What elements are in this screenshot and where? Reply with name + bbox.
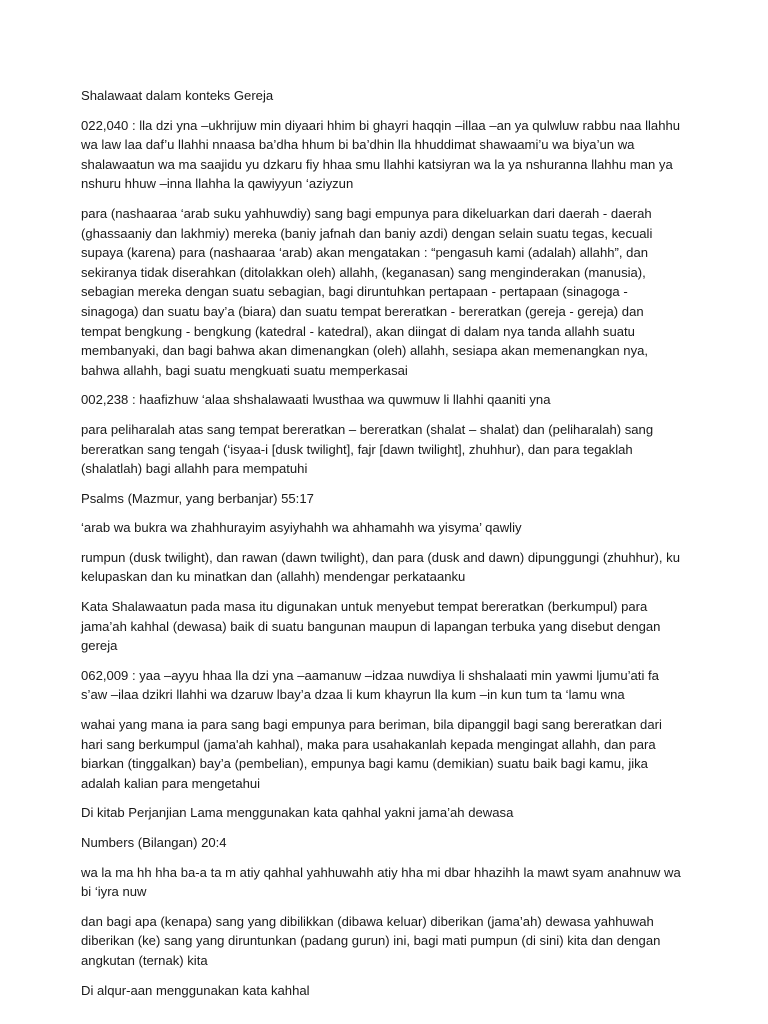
paragraph-quran-22-40: 022,040 : lla dzi yna –ukhrijuw min diyaari hhim bi ghayri haqqin –illaa –an ya qulwluw rabbu naa llahhu wa law laa daf’u llahhi nnaasa ba’dha hhum bi ba’dhin lla hhuddimat shawaami’u wa biya’un wa shalawaatun wa ma saajidu yu dzkaru fiy hhaa smu llahhi katsiyran wa la ya nshuranna llahhu man ya nshuru hhuw –inna llahha la qawiyyun ‘aziyzun — [81, 117, 681, 192]
document-title: Shalawaat dalam konteks Gereja — [81, 88, 274, 103]
paragraph-psalms-translation: rumpun (dusk twilight), dan rawan (dawn twilight), dan para (dusk and dawn) dipunggungi (zhuhhur), ku kelupaskan dan ku minatkan dan (allahh) mendengar perkataanku — [81, 549, 681, 585]
paragraph-quran-2-238: 002,238 : haafizhuw ‘alaa shshalawaati lwusthaa wa quwmuw li llahhi qaaniti yna — [81, 392, 551, 408]
document-page — [81, 86, 681, 1010]
paragraph-psalms-ref: Psalms (Mazmur, yang berbanjar) 55:17 — [81, 490, 314, 506]
paragraph-numbers-ref: Numbers (Bilangan) 20:4 — [81, 835, 227, 850]
paragraph-translation-22-40: para (nashaaraa ‘arab suku yahhuwdiy) sang bagi empunya para dikeluarkan dari daerah - daerah (ghassaaniy dan lakhmiy) mereka (baniy jafnah dan baniy azdi) dengan selain suatu tegas, kecuali supaya (karena) para (nashaaraa ‘arab) akan mengatakan : “pengasuh kami (adalah) allahh”, dan sekiranya tidak diserahkan (ditolakkan oleh) allahh, (keganasan) sang menginderakan (manusia), sebagian mereka dengan suatu sebagian, bagi diruntuhkan pertapaan - pertapaan (sinagoga - sinagoga) dan suatu bay’a (biara) dan suatu tempat bereratkan - bereratkan (gereja - gereja) dan tempat bengkung - bengkung (katedral - katedral), akan diingat di dalam nya tanda allahh suatu membanyaki, dan bagi bahwa akan dimenangkan (oleh) allahh, sesiapa akan memenangkan nya, bahwa allahh, bagi suatu mengkuati suatu memperkasai — [81, 205, 653, 378]
paragraph-shalawaatun-explanation: Kata Shalawaatun pada masa itu digunakan untuk menyebut tempat bereratkan (berkumpul) para jama’ah kahhal (dewasa) baik di suatu bangunan maupun di lapangan terbuka yang disebut dengan gereja — [81, 599, 661, 654]
paragraph-quran-62-9: 062,009 : yaa –ayyu hhaa lla dzi yna –aamanuw –idzaa nuwdiya li shshalaati min yawmi ljumu’ati fa s’aw –ilaa dzikri llahhi wa dzaruw lbay’a dzaa li kum khayrun lla kum –in kun tum ta ‘lamu wna — [81, 667, 659, 703]
paragraph-old-testament-note: Di kitab Perjanjian Lama menggunakan kata qahhal yakni jama’ah dewasa — [81, 805, 514, 821]
paragraph-numbers-translation: dan bagi apa (kenapa) sang yang dibilikkan (dibawa keluar) diberikan (jama’ah) dewasa yahhuwah diberikan (ke) sang yang diruntunkan (padang gurun) ini, bagi mati pumpun (di sini) kita dan dengan angkutan (ternak) kita — [81, 913, 661, 968]
paragraph-translation-2-238: para peliharalah atas sang tempat bereratkan – bereratkan (shalat – shalat) dan (peliharalah) sang bereratkan sang tengah (‘isyaa-i [dusk twilight], fajr [dawn twilight], zhuhhur), dan para tegaklah (shalatlah) bagi allahh para mempatuhi — [81, 421, 654, 477]
paragraph-translation-62-9: wahai yang mana ia para sang bagi empunya para beriman, bila dipanggil bagi sang bereratkan dari hari sang berkumpul (jama'ah kahhal), maka para usahakanlah kepada mengingat allahh, dan para biarkan (tinggalkan) bay’a (pembelian), empunya bagi kamu (demikian) suatu baik bagi kamu, jika adalah kalian para mengetahui — [81, 717, 662, 791]
paragraph-numbers-text: wa la ma hh hha ba-a ta m atiy qahhal yahhuwahh atiy hha mi dbar hhazihh la mawt syam anahnuw wa bi ‘iyra nuw — [81, 864, 681, 900]
paragraph-psalms-text: ‘arab wa bukra wa zhahhurayim asyiyhahh wa ahhamahh wa yisyma’ qawliy — [81, 520, 522, 536]
paragraph-quran-note: Di alqur-aan menggunakan kata kahhal — [81, 982, 310, 998]
